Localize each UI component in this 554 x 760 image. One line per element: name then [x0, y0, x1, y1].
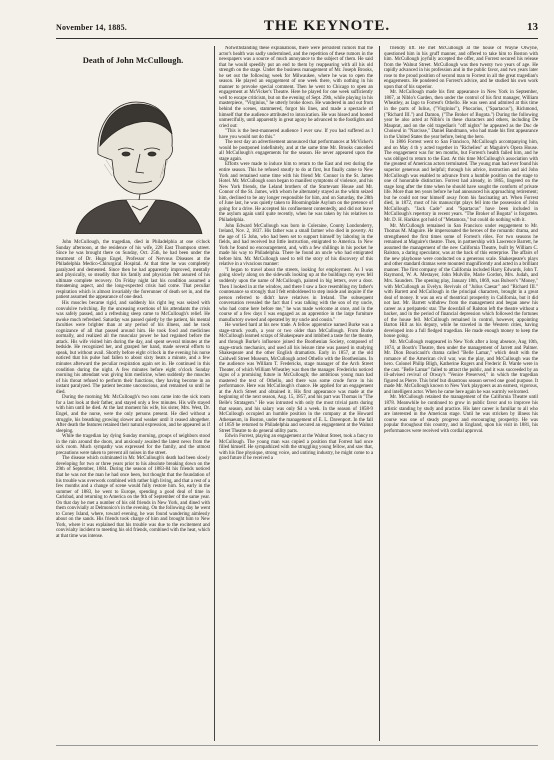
- paragraph: Edwin Forrest, playing an engagement at the Walnut Street, took a fancy to McCullough. The young man was copied a position that Forrest had once filled himself. He sympathized with the struggling young fellow, and saw that, with his fine physique, strong voice, and untiring industry, he might come to a good future if he received a: [219, 434, 373, 462]
- paragraph: Mr. McCullough retained the management of the California Theatre until 1878. Meanwhile he continued to grow in public favor and to improve his artistic standing by study and practice. His later career is familiar to all who are interested in the American stage. Until he was stricken by illness his course was one of steady progress and encouraging prosperity. He was popular throughout this country, and in England, upon his visit in 1881, his performances were received with cordial approval.: [384, 395, 538, 434]
- column-3: [384, 46, 538, 741]
- paragraph: Mr. McCullough made his first appearance in New York in September, 1867, at Niblo's Garden, then under the control of his first manager, William Wheatley, as Iago to Forrest's Othello. He was seen and admired at this time in the parts of Iulius, ("Virginius"), Phocarius, ("Spartacus"), Richmond, ("Richard III.") and Damon, ("The Broker of Bogota.") During the following year he also acted at Niblo's in these characters and others, including De Mauprat, and on the old tragedian's "off nights" he appeared as the Duc de Choiseul in "Narcisse," Daniel Bandmann, who had made his first appearance in the United States the year before, being the hero.: [384, 90, 538, 140]
- column-1: [56, 46, 210, 741]
- masthead: [56, 18, 538, 39]
- paragraph: He worked hard at his new trade. A fellow apprentice named Burke was a stage-struck youth, a year or two older than McCullough. From Burke McCullough learned scraps of Shakespeare and imbibed a taste for the theatre, and through Burke's influence joined the Boothenian Society, composed of stage-struck mechanics, and used all his leisure time was passed in studying Shakespeare and the other English dramatists. Early in 1857, at the old Caldwell Street Museum, McCullough acted Othello with the Boothenians. In the audience was William T. Fredericks, stage manager of the Arch Street Theater, of which William Wheatley was then the manager. Fredericks noticed signs of a promising future in McCullough; the ambitious young man had mastered the text of Othello, and there was some crude force in his performance. Here was McCullough's chance. He applied for an engagement at the Arch Street and obtained it. His first appearance was made at the beginning of the next season, Aug. 15, 1857, and his part was Thomas in "The Belle's Stratagem." He was intrusted with only the most trivial parts during that season, and his salary was only $4 a week. In the season of 1858-9 McCullough occupied an humble position in the company at the Howard Athenaeum, in Boston, under the management of E. L. Davenport. In the fall of 1859 he returned to Philadelphia and secured an engagement at the Walnut Street Theatre to do general utility parts.: [219, 323, 373, 434]
- paragraph: The disease which culminated in Mr. McCullough's death had been slowly developing for two or three years prior to his absolute breaking down on the 29th of September, 1884. During the season of 1883-84 his friends noticed that he was not the man he had once been, but thought that the foundation of his trouble was overwork combined with rather high living, and that a rest of a few months and a change of scene would fully restore him. So, early in the summer of 1883, he went to Europe, spending a good deal of time in Carlsbad, and returning to America on the 9th of September of the same year. On that day he met a number of his old friends in New York, and dined with them convivially at Delmonico's in the evening. On the following day he went to Coney Island, where, toward evening, he was found wandering aimlessly about on the sands. His friends took charge of him and brought him to New York, where it was explained that his trouble was due to the excitement and convivialty incident to meeting his old friends, combined with the heat, which at that time was intense.: [56, 456, 210, 539]
- paragraph: In 1866 Forrest went to San Francisco, McCullough accompanying him, and on May 4 th y acted together in "Richelieu" at Maguire's Opera House. The engagement was for ten months, but Forrest's health failed him, and he was obliged to return to the East. At this time McCullough's association with the greatest of American actors terminated. The young man had ever found his superior generous and helpful; through his advice, instruction and aid John McCullough was enabled to advance from a humble position on the stage to one of honorable distinction. Forrest had already, in 1865, lingered on the stage long after the time when he should have sought the comforts of private life. More than ten years before he had announced his approaching retirement; but he could not tear himself away from his fascinating art. When Forrest died, in 1872, most of his manuscript plays fell into the possession of John McCullough. "Jack Cade" and "Spartacus" have been included in McCullough's repertory in recent years. "The Broker of Bogota" is forgotten. Mr. D. H. Harkins got hold of "Metamora," but could do nothing with it.: [384, 140, 538, 223]
- paragraph: John Edward McCullough was born in Coleraine, County Londonderry, Ireland, Nov. 2, 1837. His father was a small farmer who died in poverty. At the age of 15 John, who had been set to support himself by laboring in the fields, and had received but little instruction, emigrated to America. In New York he found no encouragement, and, with a few shillings in his pocket he made his way to Philadelphia. There he found an uncle who had emigrated before him. Mr. McCullough used to tell the story of his discovery of this relative in a vivacious manner:: [219, 223, 373, 268]
- newspaper-title: THE KEYNOTE.: [263, 18, 391, 34]
- issue-date: November 14, 1885.: [56, 23, 127, 32]
- column-divider: [214, 46, 215, 741]
- page-bottom-rule: [56, 745, 538, 746]
- paragraph: During the morning Mr. McCullough's two sons came into the sick room for a last look at their father, and stayed only a few minutes. His wife stayed with him until he died. At the last moment his wife, his sister, Mrs. West, Dr. Engel, and the nurse, were the only persons present. He died without a struggle, his breathing growing slower and weaker until it ceased altogether. After death the features retained their natural expression, and he appeared as if sleeping.: [56, 395, 210, 434]
- paragraph: Notwithstanding these explanations, there were persistent rumors that the actor's health was sadly undermined, and the repetition of these rumors in the newspapers was a source of much annoyance to the subject of them. He said that he would speedily put an end to them by reappearing with all his old strength on the stage. Under the business management of Mr. Joseph Brooks, he set out the following week for Milwaukee, where he was to open the season. He played an engagement of one week there, with nothing in his manner to provoke special comment. Then he went to Chicago to open an engagement at McVicker's Theatre. Here he played for one week sufficiently well to escape criticism, but on the evening of Sept. 29th, while playing in his masterpiece, "Virginius," he utterly broke down. He wandered in and out from behind the scenes, stammered, forgot his lines, and made a spectacle of himself that the audience attributed to intoxication. He was hissed and hooted unmercifully, until apparently in great agony he advanced to the footlights and cried out:: [219, 46, 373, 129]
- paragraph: Efforts were made to induce him to return to the East and rest during the entire season. This he refused stoutly to do at first, but finally came to New York and remained some time with his friend Mr. Connor in the St. James Hotel. Mr. McCullough soon began to manifest symptoms of violence, and his New York friends, the Leland brothers of the Sturtevant House and Mr. Connor of the St. James, with whom he alternately stayed as the whim seized him, declined to be any longer responsible for him, and on Saturday, the 28th of June last, he was quietly taken to Bloomingdale Asylum on the pretence of going for a drive. He accepted his confinement contentedly, and did not leave the asylum again until quite recently, when he was taken by his relatives to Philadelphia.: [219, 162, 373, 223]
- portrait-engraving: [56, 84, 210, 234]
- paragraph: Mr. McCullough remained in San Francisco under engagement to Mr. Thomas M. Maguire. He impersonated the heroes of the romantic drama, and strengthened the first times some of Forrest's rôles. For two seasons he remained at Maguire's theatre. Then, in partnership with Lawrence Barrett, he assumed the management of the new California Theatre, built by William C. Ralston, a daring speculator, was at the back of this enterprise. The affairs of the new playhouse were conducted on a generous scale. Shakespeare's plays and other standard dramas were mounted magnificently and acted in a brilliant manner. The first company of the California included Harry Edwards, John T. Raymond, W. A. Mestayer, John Mulville, Marie Gordon, Mrs. Judah, and Mrs. Saunders. The opening play, January 18th, 1869, was Bulwer's "Money," with McCullough as Evelyn. Revivals of "Julius Caesar" and "Richard III." with Barrett and McCullough in the principal characters, brought in a great deal of money. It was an era of theatrical prosperity in California, but it did not last. Mr. Barrett withdrew from the management and began anew his career as a peripatetic star. The downfall of Ralston left the theatre without a backer, and in the period of financial depression which followed the fortunes of the house fell. McCullough remained in control, however, appointing Barton Hill as his deputy, while he traveled in the Western cities, having developed into a full fledged tragedian. He made enough money to keep the house going.: [384, 223, 538, 340]
- paragraph: While the tragedian lay dying Sunday morning, groups of neighbors stood in the rain around the doors, and anxiously awaited the latest news from the sick room. Much sympathy was expressed for the family, and the utmost precautions were taken to prevent all noises in the street.: [56, 434, 210, 456]
- article-headline: Death of John McCullough.: [82, 55, 184, 65]
- column-divider: [379, 46, 380, 741]
- headline-box: [56, 46, 210, 84]
- paragraph: The next day an advertisement announced that performances at McVicker's would be postponed indefinitely, and at the same time Mr. Brooks cancelled all McCullough's engagements for the season. He never appeared upon the stage again.: [219, 140, 373, 162]
- paragraph: His muscles became rigid, and suddenly his right leg was seized with convulsive twitching. By the unceasing exertions of his attendants the crisis was safely passed, and a refreshing sleep came to McCullough's relief. He awoke much refreshed. Saturday was passed quietly by the patient, his mental faculties were brighter than at any period of his illness, and he took cognizance of all that passed around him. He took food and medicines normally, and realized all the muscular power he had regained before the attack. His wife visited him during the day, and spent several minutes at the bedside. He recognized her, and grasped her hand, made several efforts to speak, but without avail. Shortly before eight o'clock in the evening his nurse noticed that his pulse had fallen to about sixty beats a minute, and a few minutes afterward the peculiar respiration again set in. He continued in this condition during the night. A few minutes before eight o'clock Sunday morning his attendant was giving him medicine, when suddenly the muscles of his throat refused to perform their functions, they having become in an instant paralyzed. The patient became unconscious, and remained so until he died.: [56, 301, 210, 395]
- paragraph: friendly lift. He met McCullough at the house of Wayne Olwyne, questioned him in his gruff manner, and offered to take him to Boston with him. McCullough joyfully accepted the offer, and Forrest secured his release from the Walnut Street. McCullough was then twenty two years of age. He rapidly advanced in his profession and in the public favor, and two years later rose to the proud position of second man to Forrest in all the great tragedian's engagements. He pondered on Forrest's advice, and he studied his own work upon that of his superior.: [384, 46, 538, 90]
- page-number: 13: [526, 21, 538, 33]
- paragraph: "I began to travel about the streets, looking for employment. As I was going slowly along on the sidewalk looking up at the buildings my eyes fell suddenly upon the name of McCullough, painted in big letters, over a door. Then I looked in at the window, and there I saw a face resembling my father's countenance so strongly that I felt emboldened to step inside and inquire if the person referred to didn't have relatives in Ireland. The subsequent conversation revealed the fact that I was talking with the son of my uncle, who had come here before me," he was made welcome at once, and in the course of a few days I was engaged as an apprentice in the large furniture manufactory owned and operated by my uncle and cousin.": [219, 267, 373, 323]
- paragraph: "This is the best-mannered audience I ever saw. If you had suffered as I have you would not do this.": [219, 129, 373, 140]
- paragraph: Mr. McCullough reappeared in New York after a long absence, Aug 10th, 1874, at Booth's Theatre, then under the management of Jarrett and Palmer. Mr. Dion Boucicault's drama called "Belle Lamar," which dealt with the romance of the American civil war, was the play, and McCullough was the hero. Colonel Philip Bligh, Katherine Rogers and Frederic B. Warde were in the cast. "Belle Lamar" failed to attract the public, and it was succeeded by an ill-advised revival of Otway's "Venice Preserved," in which the tragedian figured as Pierre. This brief but disastrous season served one good purpose. It made Mr. McCullough known to New York playgoers as an earnest, vigorous, and intelligent actor. When he came here again he was warmly welcomed.: [384, 339, 538, 395]
- column-2: [219, 46, 373, 741]
- paragraph: John McCullough, the tragedian, died in Philadelphia at one o'clock Sunday afternoon, at the residence of his wife, 228 East Thompson street. Since he was brought there on Sunday, Oct. 25th, he had been under the treatment of Dr. Hugo Engel, Professor of Nervous Diseases at the Philadelphia Medico-Chirurgical Hospital. At that time he was completely paralyzed and demented. Since then he had apparently improved, mentally and physically, so steadily that his family and physician felt assured of his ultimate complete recovery. On Friday night last his condition assumed a threatening aspect, and the long-expected crisis had come. That peculiar respiration which is almost invariably the forerunner of death set in, and the patient assumed the appearance of one dead.: [56, 240, 210, 301]
